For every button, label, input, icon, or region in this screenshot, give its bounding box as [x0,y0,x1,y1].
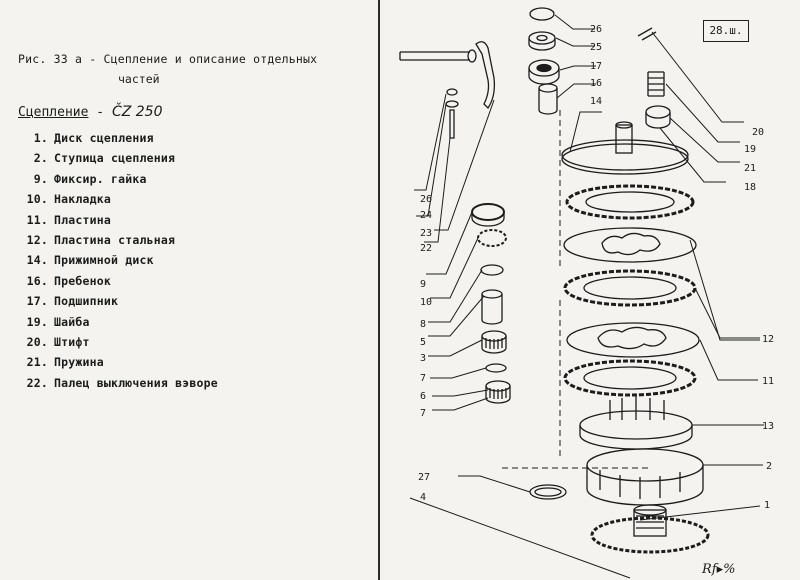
callout-2: 2 [766,461,773,472]
handwritten-signature: Rf▸% [702,562,736,577]
thrust-washer-part [481,265,503,275]
callout-27: 27 [418,472,431,483]
callout-26: 26 [590,24,603,35]
steel-plate-part [564,228,696,262]
callout-5: 5 [420,337,427,348]
list-item: 17. Подшипник [26,294,119,309]
callout-26-left: 26 [420,194,433,205]
list-item: 12. Пластина стальная [26,232,176,247]
pushrod-part [539,84,557,114]
callout-7: 7 [420,373,427,384]
callout-11: 11 [762,376,775,387]
callout-14: 14 [590,96,603,107]
callout-4: 4 [420,492,427,503]
clutch-basket-part [587,449,703,505]
spacer-ring-part [530,485,566,499]
callout-24: 24 [420,210,433,221]
callout-20: 20 [752,127,765,138]
list-item: 2. Ступица сцепления [33,151,176,166]
callout-6: 6 [420,391,427,402]
release-lever-part [400,42,494,108]
exploded-clutch-diagram [380,0,800,580]
list-item: 14. Прижимной диск [26,253,154,268]
figure-caption-continued: частей [118,72,160,86]
assembly-heading [18,104,162,120]
callout-13: 13 [762,421,775,432]
callout-19: 19 [744,144,757,155]
callout-17: 17 [590,61,603,72]
list-item: 19. Шайба [26,314,90,329]
callout-10: 10 [420,297,433,308]
callout-7-lower: 7 [420,408,427,419]
callout-21: 21 [744,163,757,174]
pressure-plate-part [562,122,688,174]
needle-bearing-part-2 [486,381,510,403]
callout-18: 18 [744,182,757,193]
list-item: 16. Пребенок [26,273,111,288]
list-item: 1. Диск сцепления [33,131,154,145]
callout-25: 25 [590,42,603,53]
callout-12: 12 [762,334,775,345]
page-reference-box: 28.ш. [703,20,749,42]
list-item: 22. Палец выключения вэворе [26,375,218,390]
list-item: 11. Пластина [26,212,111,227]
spacer-washer-part [486,364,506,372]
bushing-part [482,290,502,324]
lock-nut-part [472,204,504,226]
adjuster-screw-part [446,89,458,138]
clutch-drum-part [592,505,708,552]
list-item: 21. Пружина [26,355,104,370]
callout-23: 23 [420,228,433,239]
friction-disc-part-3 [565,361,695,395]
friction-disc-part-2 [565,271,695,305]
list-item: 9. Фиксир. гайка [33,171,147,186]
steel-plate-part-2 [567,323,699,357]
needle-bearing-part [482,331,506,353]
washer-part [529,32,555,50]
friction-disc-part [567,186,693,218]
callout-22: 22 [420,243,433,254]
lock-washer-part [478,230,506,246]
assembly-label: Сцепление [18,105,89,120]
parts-list [14,128,218,393]
callout-16: 16 [590,78,603,89]
spring-cup-part [646,106,670,128]
callout-1: 1 [764,500,771,511]
list-item: 20. Штифт [26,334,90,349]
callout-9: 9 [420,279,427,290]
callout-8: 8 [420,319,427,330]
clutch-hub-part [580,396,692,449]
circlip-part [530,8,554,20]
model-name: ČZ 250 [111,104,163,120]
figure-caption: Рис. 33 а - Сцепление и описание отдельных [18,52,318,66]
assembly-separator: - [88,105,112,120]
list-item: 10. Накладка [26,192,111,207]
bearing-part [529,60,559,84]
spring-part [648,72,664,96]
callout-3: 3 [420,353,427,364]
